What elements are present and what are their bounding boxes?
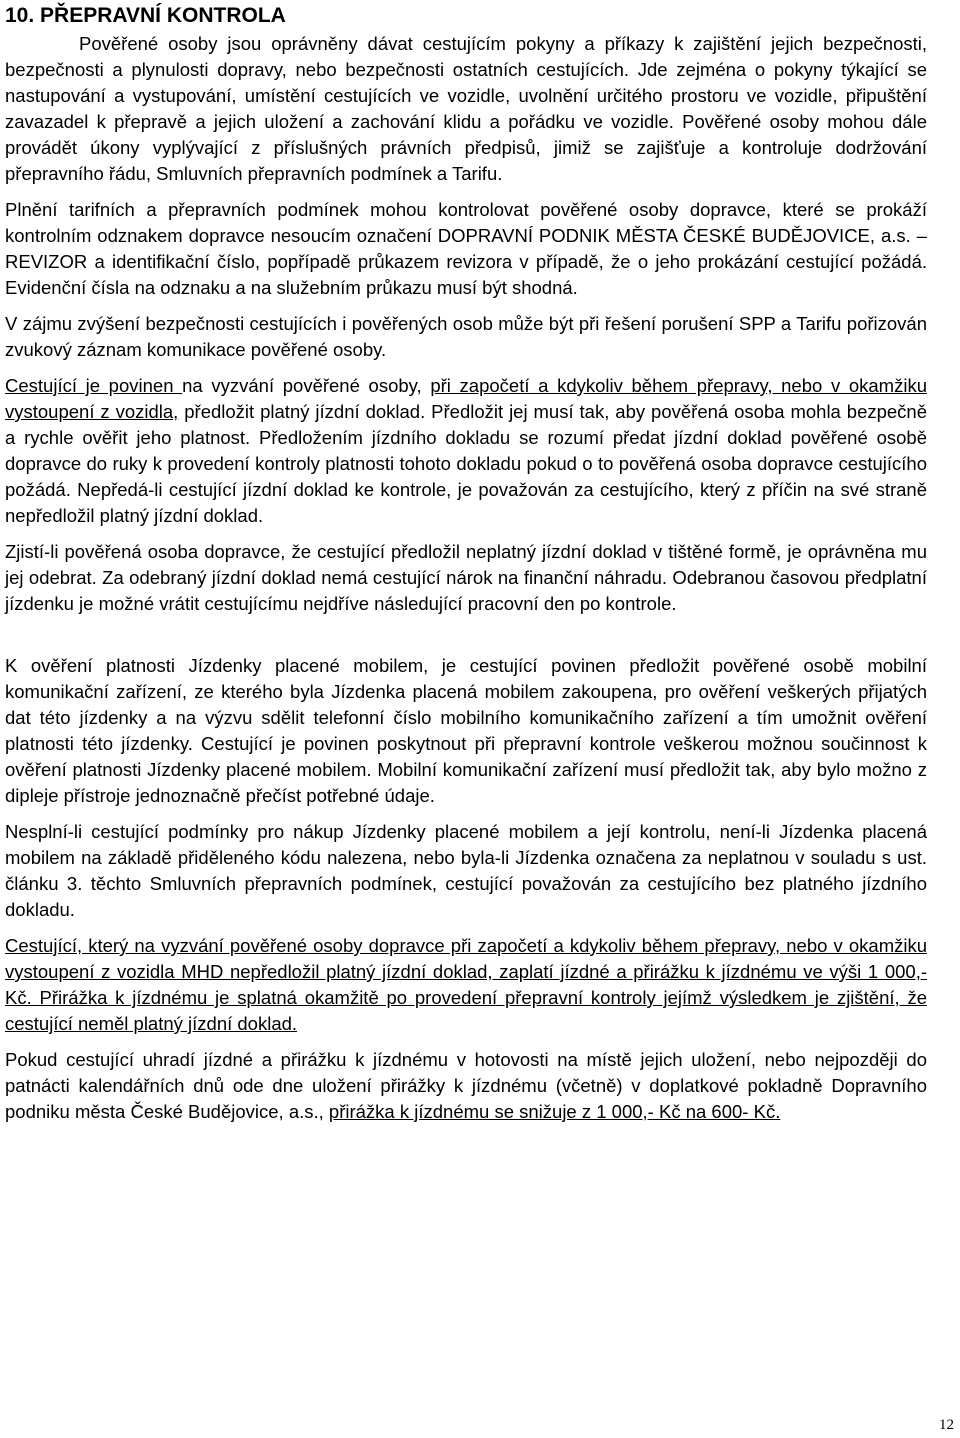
document-page (5, 0, 927, 1125)
underlined-text: přirážka k jízdnému se snižuje z 1 000,- Kč na 600- Kč. (328, 1101, 781, 1122)
paragraph-surcharge (5, 933, 927, 1037)
page-number: 12 (939, 1417, 954, 1433)
paragraph-text: K ověření platnosti Jízdenky placené mobilem, je cestující povinen předložit pověřené osobě mobilní komunikační zařízení, ze kterého byla Jízdenka placená mobilem zakoupena, pro ověření veškerých přijatých dat této jízdenky a na výzvu sdělit telefonní číslo mobilního komunikačního zařízení a tím umožnit ověření platnosti této jízdenky. Cestující je povinen poskytnout při přepravní kontrole veškerou možnou součinnost k ověření platnosti Jízdenky placené mobilem. Mobilní komunikační zařízení musí předložit tak, aby bylo možno z dipleje přístroje jednoznačně přečíst potřebné údaje. (5, 655, 927, 806)
paragraph-authority (5, 31, 927, 187)
paragraph-text: Zjistí-li pověřená osoba dopravce, že cestující předložil neplatný jízdní doklad v tištěné formě, je oprávněna mu jej odebrat. Za odebraný jízdní doklad nemá cestující nárok na finanční náhradu. Odebranou časovou předplatní jízdenku je možné vrátit cestujícímu nejdříve následující pracovní den po kontrole. (5, 541, 927, 614)
paragraph-text: Pověřené osoby jsou oprávněny dávat cestujícím pokyny a příkazy k zajištění jejich bezpečnosti, bezpečnosti a plynulosti dopravy, nebo bezpečnosti ostatních cestujících. Jde zejména o pokyny týkající se nastupování a vystupování, umístění cestujících ve vozidle, uvolnění určitého prostoru ve vozidle, připuštění zavazadel k přepravě a jejich uložení a zachování klidu a pořádku ve vozidle. Pověřené osoby mohou dále provádět úkony vyplývající z příslušných právních předpisů, jimiž se zajišťuje a kontroluje dodržování přepravního řádu, Smluvních přepravních podmínek a Tarifu. (5, 33, 927, 184)
underlined-text: při započetí a kdykoliv během přepravy, nebo v okamžiku vystoupení z vozidla, (5, 375, 927, 422)
paragraph-recording (5, 311, 927, 363)
paragraph-text: Plnění tarifních a přepravních podmínek mohou kontrolovat pověřené osoby dopravce, které se prokáží kontrolním odznakem dopravce nesoucím označení DOPRAVNÍ PODNIK MĚSTA ČESKÉ BUDĚJOVICE, a.s. – REVIZOR a identifikační číslo, popřípadě průkazem revizora v případě, že o jeho prokázání cestující požádá. Evidenční čísla na odznaku a na služebním průkazu musí být shodná. (5, 199, 927, 298)
paragraph-text: Pokud cestující uhradí jízdné a přirážku k jízdnému v hotovosti na místě jejich uložení, nebo nejpozději do patnácti kalendářních dnů ode dne uložení přirážky k jízdnému (včetně) v doplatkové pokladně Dopravního podniku města České Budějovice, a.s., (5, 1049, 927, 1122)
paragraph-mobile-ticket-failure (5, 819, 927, 923)
paragraph-text: V zájmu zvýšení bezpečnosti cestujících i pověřených osob může být při řešení porušení SPP a Tarifu pořizován zvukový záznam komunikace pověřené osoby. (5, 313, 927, 360)
section-heading: 10. PŘEPRAVNÍ KONTROLA (5, 4, 286, 27)
paragraph-invalid-ticket (5, 539, 927, 617)
paragraph-text: předložit platný jízdní doklad. Předložit jej musí tak, aby pověřená osoba mohla bezpečně a rychle ověřit jeho platnost. Předložením jízdního dokladu se rozumí předat jízdní doklad pověřené osobě dopravce do ruky k provedení kontroly platnosti tohoto dokladu pokud o to pověřená osoba dopravce cestujícího požádá. Nepředá-li cestující jízdní doklad ke kontrole, je považován za cestujícího, který z příčin na své straně nepředložil platný jízdní doklad. (5, 401, 928, 526)
paragraph-inspection (5, 197, 927, 301)
paragraph-text: Nesplní-li cestující podmínky pro nákup Jízdenky placené mobilem a její kontrolu, není-li Jízdenka placená mobilem na základě přiděleného kódu nalezena, nebo byla-li Jízdenka označena za neplatnou v souladu s ust. článku 3. těchto Smluvních přepravních podmínek, cestující považován za cestujícího bez platného jízdního dokladu. (5, 821, 927, 920)
underlined-text: Cestující je povinen (5, 375, 183, 396)
paragraph-mobile-ticket-check (5, 653, 927, 809)
underlined-text: Cestující, který na vyzvání pověřené osoby dopravce při započetí a kdykoliv během přepravy, nebo v okamžiku vystoupení z vozidla MHD nepředložil platný jízdní doklad, zaplatí jízdné a přirážku k jízdnému ve výši 1 000,- Kč. Přirážka k jízdnému je splatná okamžitě po provedení přepravní kontroly jejímž výsledkem je zjištění, že cestující neměl platný jízdní doklad. (5, 935, 927, 1034)
paragraph-ticket-obligation (5, 373, 927, 529)
paragraph-text: na vyzvání pověřené osoby, (182, 375, 431, 396)
paragraph-surcharge-reduction (5, 1047, 927, 1125)
